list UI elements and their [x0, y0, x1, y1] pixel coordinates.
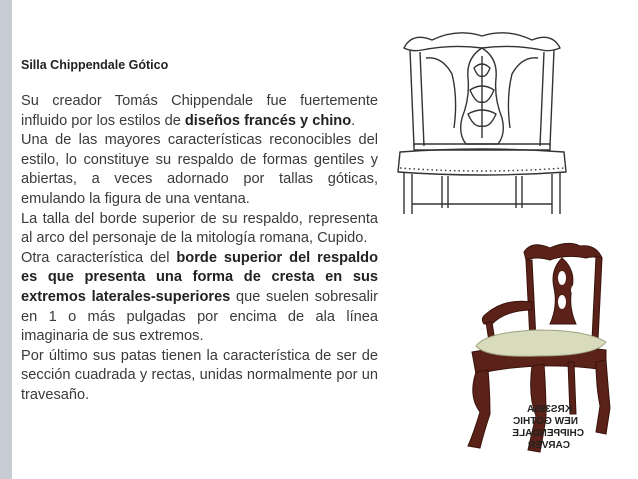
caption-line: NEW GOTHIC [513, 416, 578, 427]
caption-line: CHIPPENDALE [512, 428, 584, 439]
left-accent-bar [0, 0, 12, 479]
body-paragraph [21, 131, 378, 209]
text-run: Su creador Tomás Chippendale fue fuertemente influido por los estilos de [21, 93, 378, 129]
slide-title: Silla Chippendale Gótico [21, 58, 169, 72]
text-run: Por último sus patas tienen la característica de ser de sección cuadrada y rectas, unidas normalmente por un travesaño. [21, 347, 378, 403]
bold-text: borde superior del respaldo es que presenta una forma de cresta en sus extremos laterales-superiores [21, 249, 378, 305]
text-run: La talla del borde superior de su respaldo, representa al arco del personaje de la mitología romana, Cupido. [21, 210, 378, 247]
chair-photo [446, 236, 614, 462]
text-run: que suelen sobresalir en 1 o más pulgadas por encima de ala línea imaginaria de sus extremos. [21, 288, 379, 345]
caption-line: CARVER [527, 440, 570, 451]
text-run: Otra característica del [21, 249, 177, 266]
body-paragraph [21, 210, 378, 249]
body-paragraph [21, 92, 378, 131]
bold-text: diseños francés y chino [184, 112, 352, 129]
text-run: Una de las mayores características reconocibles del estilo, lo constituye su respaldo de formas gentiles y abiertas, a veces adornado por tallas góticas, emulando la figura de una ventana. [21, 132, 378, 207]
body-paragraph [21, 347, 378, 406]
body-text [21, 92, 378, 406]
caption-line: KRS395A [526, 404, 572, 415]
chair-line-drawing [382, 18, 582, 216]
body-paragraph [21, 249, 378, 347]
text-run: . [351, 112, 356, 129]
